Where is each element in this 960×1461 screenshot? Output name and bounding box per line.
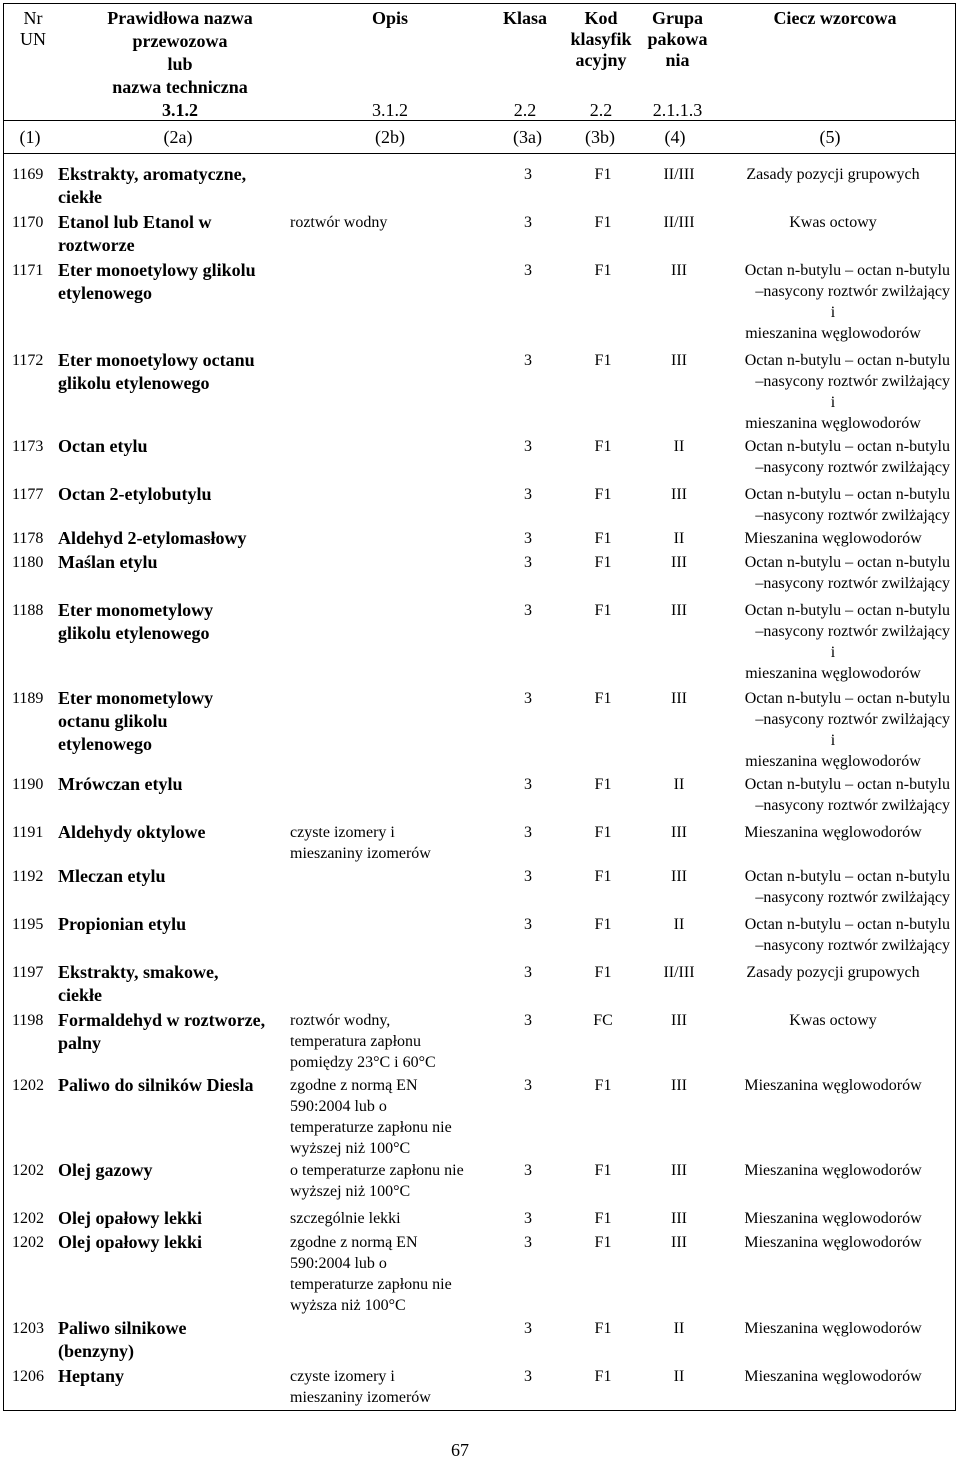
reference-liquid: –nasycony roztwór zwilżający (755, 575, 950, 592)
un-number: 1170 (12, 214, 44, 231)
class: 3 (524, 1162, 532, 1179)
packing-group: III (671, 486, 687, 503)
header-group: nia (665, 50, 690, 70)
reference-liquid: i (830, 644, 836, 661)
header-name: nazwa techniczna (112, 77, 248, 97)
classification-code: F1 (594, 486, 612, 503)
classification-code: F1 (594, 1368, 612, 1385)
packing-group: III (671, 352, 687, 369)
reference-liquid: Octan n-butylu – octan n-butylu (744, 868, 950, 885)
packing-group: II (673, 530, 685, 547)
reference-liquid: Octan n-butylu – octan n-butylu (744, 776, 950, 793)
header-divider (3, 120, 956, 121)
class: 3 (524, 352, 532, 369)
description: szczególnie lekki (290, 1210, 401, 1227)
reference-liquid: Mieszanina węglowodorów (744, 1210, 922, 1227)
proper-shipping-name: Ekstrakty, smakowe, (58, 962, 219, 982)
proper-shipping-name: etylenowego (58, 734, 152, 754)
class: 3 (524, 486, 532, 503)
packing-group: III (671, 824, 687, 841)
classification-code: F1 (594, 1162, 612, 1179)
proper-shipping-name: Mrówczan etylu (58, 774, 183, 794)
description: roztwór wodny, (290, 1012, 391, 1029)
class: 3 (524, 1077, 532, 1094)
class: 3 (524, 1368, 532, 1385)
classification-code: F1 (594, 964, 612, 981)
proper-shipping-name: Propionian etylu (58, 914, 187, 934)
reference-liquid: –nasycony roztwór zwilżający (755, 889, 950, 906)
header-code: Kod (584, 8, 618, 28)
page-number: 67 (451, 1440, 469, 1460)
reference-liquid: Mieszanina węglowodorów (744, 824, 922, 841)
proper-shipping-name: Olej opałowy lekki (58, 1232, 203, 1252)
un-number: 1180 (12, 554, 44, 571)
reference-liquid: Octan n-butylu – octan n-butylu (744, 554, 950, 571)
column-number: (2b) (375, 127, 405, 147)
reference-liquid: Octan n-butylu – octan n-butylu (744, 916, 950, 933)
proper-shipping-name: Aldehydy oktylowe (58, 822, 206, 842)
proper-shipping-name: etylenowego (58, 283, 152, 303)
un-number: 1173 (12, 438, 44, 455)
reference-liquid: Octan n-butylu – octan n-butylu (744, 690, 950, 707)
proper-shipping-name: roztworze (58, 235, 135, 255)
header-desc-ref: 3.1.2 (372, 100, 408, 120)
classification-code: F1 (594, 214, 612, 231)
class: 3 (524, 1012, 532, 1029)
packing-group: II/III (663, 214, 695, 231)
reference-liquid: –nasycony roztwór zwilżający (755, 937, 950, 954)
reference-liquid: Kwas octowy (789, 1012, 877, 1029)
proper-shipping-name: Olej opałowy lekki (58, 1208, 203, 1228)
un-number: 1202 (12, 1162, 44, 1179)
class: 3 (524, 262, 532, 279)
un-number: 1206 (12, 1368, 44, 1385)
un-number: 1192 (12, 868, 44, 885)
reference-liquid: i (830, 732, 836, 749)
description: wyższa niż 100°C (290, 1297, 406, 1314)
description: wyższej niż 100°C (290, 1140, 411, 1157)
classification-code: F1 (594, 262, 612, 279)
packing-group: II/III (663, 166, 695, 183)
class: 3 (524, 214, 532, 231)
classification-code: F1 (594, 1320, 612, 1337)
classification-code: F1 (594, 690, 612, 707)
reference-liquid: Octan n-butylu – octan n-butylu (744, 262, 950, 279)
un-number: 1195 (12, 916, 44, 933)
reference-liquid: –nasycony roztwór zwilżający (755, 797, 950, 814)
description: temperaturze zapłonu nie (290, 1119, 452, 1136)
packing-group: III (671, 868, 687, 885)
packing-group: III (671, 554, 687, 571)
un-number: 1177 (12, 486, 44, 503)
column-number: (4) (664, 127, 686, 147)
header-group-ref: 2.1.1.3 (652, 100, 703, 120)
class: 3 (524, 602, 532, 619)
header-desc: Opis (371, 8, 409, 28)
reference-liquid: Mieszanina węglowodorów (744, 530, 922, 547)
class: 3 (524, 916, 532, 933)
proper-shipping-name: Paliwo silnikowe (58, 1318, 187, 1338)
proper-shipping-name: (benzyny) (58, 1341, 134, 1361)
reference-liquid: Mieszanina węglowodorów (744, 1368, 922, 1385)
description: 590:2004 lub o (290, 1098, 387, 1115)
reference-liquid: –nasycony roztwór zwilżający (755, 283, 950, 300)
classification-code: F1 (594, 824, 612, 841)
classification-code: F1 (594, 352, 612, 369)
description: mieszaniny izomerów (290, 845, 431, 862)
classification-code: F1 (594, 602, 612, 619)
classification-code: F1 (594, 530, 612, 547)
un-number: 1172 (12, 352, 44, 369)
reference-liquid: Kwas octowy (789, 214, 877, 231)
column-number: (3b) (585, 127, 615, 147)
column-number: (2a) (163, 127, 193, 147)
header-name: 3.1.2 (162, 100, 198, 120)
description: wyższej niż 100°C (290, 1183, 411, 1200)
header-un: Nr (23, 8, 43, 28)
reference-liquid: –nasycony roztwór zwilżający (755, 623, 950, 640)
reference-liquid: Octan n-butylu – octan n-butylu (744, 352, 950, 369)
header-un: UN (20, 29, 46, 49)
proper-shipping-name: ciekłe (58, 985, 102, 1005)
un-number: 1197 (12, 964, 44, 981)
header-group: Grupa (651, 8, 703, 28)
header-reference-liquid: Ciecz wzorcowa (773, 8, 897, 28)
proper-shipping-name: Eter monoetylowy glikolu (58, 260, 256, 280)
header-class-ref: 2.2 (513, 100, 537, 120)
un-number: 1171 (12, 262, 44, 279)
class: 3 (524, 554, 532, 571)
un-number: 1190 (12, 776, 44, 793)
header-name: Prawidłowa nazwa (107, 8, 253, 28)
reference-liquid: Mieszanina węglowodorów (744, 1320, 922, 1337)
class: 3 (524, 166, 532, 183)
class: 3 (524, 964, 532, 981)
proper-shipping-name: octanu glikolu (58, 711, 168, 731)
packing-group: II (673, 438, 685, 455)
class: 3 (524, 824, 532, 841)
description: mieszaniny izomerów (290, 1389, 431, 1406)
packing-group: II/III (663, 964, 695, 981)
classification-code: F1 (594, 166, 612, 183)
class: 3 (524, 530, 532, 547)
class: 3 (524, 868, 532, 885)
classification-code: F1 (594, 916, 612, 933)
description: czyste izomery i (290, 824, 395, 841)
proper-shipping-name: Mleczan etylu (58, 866, 166, 886)
classification-code: F1 (594, 776, 612, 793)
reference-liquid: i (830, 304, 836, 321)
classification-code: F1 (594, 1077, 612, 1094)
header-name: przewozowa (132, 31, 228, 51)
reference-liquid: mieszanina węglowodorów (745, 753, 921, 770)
un-number: 1189 (12, 690, 44, 707)
class: 3 (524, 690, 532, 707)
reference-liquid: Mieszanina węglowodorów (744, 1234, 922, 1251)
un-number: 1203 (12, 1320, 44, 1337)
description: zgodne z normą EN (290, 1234, 418, 1251)
reference-liquid: mieszanina węglowodorów (745, 665, 921, 682)
packing-group: II (673, 776, 685, 793)
packing-group: III (671, 690, 687, 707)
reference-liquid: mieszanina węglowodorów (745, 415, 921, 432)
packing-group: II (673, 1320, 685, 1337)
proper-shipping-name: Eter monometylowy (58, 688, 214, 708)
reference-liquid: –nasycony roztwór zwilżający (755, 507, 950, 524)
reference-liquid: i (830, 394, 836, 411)
reference-liquid: Octan n-butylu – octan n-butylu (744, 602, 950, 619)
un-number: 1202 (12, 1077, 44, 1094)
classification-code: F1 (594, 1210, 612, 1227)
reference-liquid: –nasycony roztwór zwilżający (755, 459, 950, 476)
packing-group: II (673, 916, 685, 933)
description: o temperaturze zapłonu nie (290, 1162, 464, 1179)
classification-code: F1 (594, 438, 612, 455)
un-number: 1191 (12, 824, 44, 841)
reference-liquid: –nasycony roztwór zwilżający (755, 373, 950, 390)
packing-group: III (671, 1210, 687, 1227)
un-number: 1188 (12, 602, 44, 619)
class: 3 (524, 438, 532, 455)
packing-group: III (671, 262, 687, 279)
proper-shipping-name: Heptany (58, 1366, 125, 1386)
un-number: 1198 (12, 1012, 44, 1029)
un-number: 1169 (12, 166, 44, 183)
description: temperatura zapłonu (290, 1033, 422, 1050)
proper-shipping-name: ciekłe (58, 187, 102, 207)
class: 3 (524, 1210, 532, 1227)
proper-shipping-name: glikolu etylenowego (58, 373, 210, 393)
un-number: 1202 (12, 1234, 44, 1251)
reference-liquid: Zasady pozycji grupowych (746, 166, 920, 183)
reference-liquid: Octan n-butylu – octan n-butylu (744, 438, 950, 455)
proper-shipping-name: glikolu etylenowego (58, 623, 210, 643)
class: 3 (524, 1234, 532, 1251)
header-code: acyjny (575, 50, 627, 70)
proper-shipping-name: Etanol lub Etanol w (58, 212, 212, 232)
proper-shipping-name: Formaldehyd w roztworze, (58, 1010, 266, 1030)
column-number: (1) (19, 127, 41, 147)
reference-liquid: mieszanina węglowodorów (745, 325, 921, 342)
packing-group: III (671, 602, 687, 619)
proper-shipping-name: Olej gazowy (58, 1160, 153, 1180)
proper-shipping-name: Maślan etylu (58, 552, 158, 572)
header-group: pakowa (647, 29, 708, 49)
reference-liquid: Mieszanina węglowodorów (744, 1162, 922, 1179)
description: czyste izomery i (290, 1368, 395, 1385)
un-number: 1178 (12, 530, 44, 547)
proper-shipping-name: Octan 2-etylobutylu (58, 484, 212, 504)
classification-code: FC (593, 1012, 613, 1029)
classification-code: F1 (594, 1234, 612, 1251)
header-code-ref: 2.2 (589, 100, 613, 120)
header-code: klasyfik (570, 29, 632, 49)
un-number: 1202 (12, 1210, 44, 1227)
proper-shipping-name: Eter monometylowy (58, 600, 214, 620)
proper-shipping-name: Paliwo do silników Diesla (58, 1075, 254, 1095)
proper-shipping-name: Ekstrakty, aromatyczne, (58, 164, 247, 184)
header-name: lub (167, 54, 193, 74)
packing-group: III (671, 1234, 687, 1251)
proper-shipping-name: Eter monoetylowy octanu (58, 350, 255, 370)
reference-liquid: Zasady pozycji grupowych (746, 964, 920, 981)
description: roztwór wodny (290, 214, 388, 231)
reference-liquid: –nasycony roztwór zwilżający (755, 711, 950, 728)
description: pomiędzy 23°C i 60°C (290, 1054, 436, 1071)
header-divider (3, 153, 956, 154)
reference-liquid: Octan n-butylu – octan n-butylu (744, 486, 950, 503)
description: temperaturze zapłonu nie (290, 1276, 452, 1293)
description: 590:2004 lub o (290, 1255, 387, 1272)
classification-code: F1 (594, 868, 612, 885)
column-number: (3a) (513, 127, 542, 147)
classification-code: F1 (594, 554, 612, 571)
proper-shipping-name: palny (58, 1033, 102, 1053)
proper-shipping-name: Aldehyd 2-etylomasłowy (58, 528, 247, 548)
class: 3 (524, 1320, 532, 1337)
reference-liquid: Mieszanina węglowodorów (744, 1077, 922, 1094)
class: 3 (524, 776, 532, 793)
column-number: (5) (819, 127, 841, 147)
description: zgodne z normą EN (290, 1077, 418, 1094)
packing-group: II (673, 1368, 685, 1385)
proper-shipping-name: Octan etylu (58, 436, 148, 456)
packing-group: III (671, 1012, 687, 1029)
packing-group: III (671, 1077, 687, 1094)
header-class: Klasa (502, 8, 547, 28)
packing-group: III (671, 1162, 687, 1179)
